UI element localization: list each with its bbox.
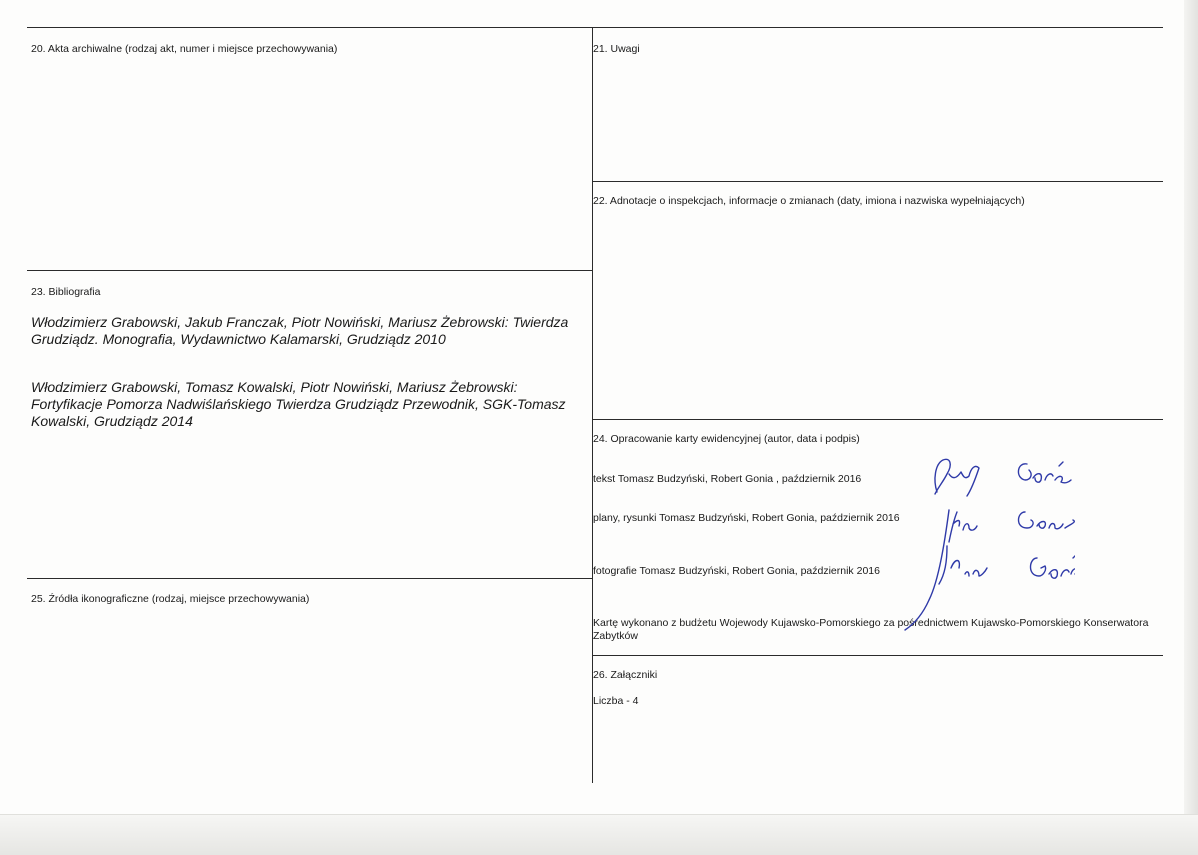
attachments-count: Liczba - 4 bbox=[593, 695, 639, 707]
rule-22-24 bbox=[592, 419, 1163, 420]
bibliography-entry: Włodzimierz Grabowski, Tomasz Kowalski, Piotr Nowiński, Mariusz Żebrowski: Fortyfikacje Pomorza Nadwiślańskiego Twierdza Grudziądz Przewodnik, SGK-Tomasz Kowalski, Grudziądz 2014 bbox=[31, 379, 566, 429]
rule-24-26 bbox=[592, 655, 1163, 656]
funding-note: Kartę wykonano z budżetu Wojewody Kujawsko-Pomorskiego za pośrednictwem Kujawsko-Pomorskiego Konserwatora Zabytków bbox=[593, 617, 1149, 642]
rule-21-22 bbox=[592, 181, 1163, 182]
rule-23-25 bbox=[27, 578, 593, 579]
section-20-label: 20. Akta archiwalne (rodzaj akt, numer i miejsce przechowywania) bbox=[31, 43, 338, 55]
handwritten-signatures bbox=[895, 450, 1075, 635]
page-edge-shadow bbox=[1184, 0, 1198, 855]
author-row-photos: fotografie Tomasz Budzyński, Robert Gonia, październik 2016 bbox=[593, 565, 880, 577]
section-22-label: 22. Adnotacje o inspekcjach, informacje o zmianach (daty, imiona i nazwiska wypełniających) bbox=[593, 195, 1025, 207]
section-21-label: 21. Uwagi bbox=[593, 43, 640, 55]
page-bottom-fold bbox=[0, 814, 1198, 855]
author-row-plans: plany, rysunki Tomasz Budzyński, Robert Gonia, październik 2016 bbox=[593, 512, 900, 524]
author-row-text: tekst Tomasz Budzyński, Robert Gonia , październik 2016 bbox=[593, 473, 862, 485]
rule-20-23 bbox=[27, 270, 593, 271]
top-rule bbox=[27, 27, 1163, 28]
section-26-label: 26. Załączniki bbox=[593, 669, 658, 681]
bibliography-entry: Włodzimierz Grabowski, Jakub Franczak, Piotr Nowiński, Mariusz Żebrowski: Twierdza Grudziądz. Monografia, Wydawnictwo Kalamarski, Grudziądz 2010 bbox=[31, 314, 569, 347]
section-24-label: 24. Opracowanie karty ewidencyjnej (autor, data i podpis) bbox=[593, 433, 860, 445]
section-23-label: 23. Bibliografia bbox=[31, 286, 101, 298]
section-25-label: 25. Źródła ikonograficzne (rodzaj, miejsce przechowywania) bbox=[31, 593, 310, 605]
